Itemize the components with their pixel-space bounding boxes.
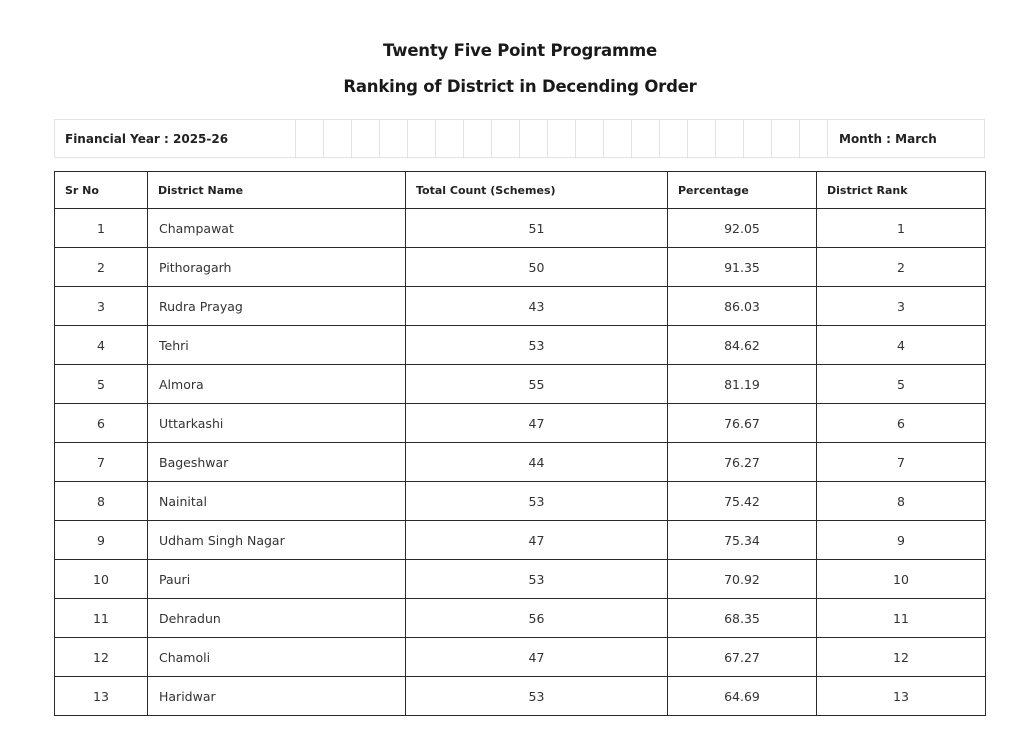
- info-empty-cell: [492, 120, 520, 158]
- table-row: [55, 521, 986, 560]
- column-header-total-count: Total Count (Schemes): [406, 172, 668, 209]
- info-empty-cell: [688, 120, 716, 158]
- cell-percentage: 84.62: [668, 326, 817, 365]
- cell-sr-no: 7: [55, 443, 148, 482]
- column-header-percentage: Percentage: [668, 172, 817, 209]
- info-empty-cell: [380, 120, 408, 158]
- cell-district-rank: 13: [817, 677, 986, 716]
- cell-district-name: Bageshwar: [148, 443, 406, 482]
- info-empty-cell: [296, 120, 324, 158]
- cell-district-rank: 12: [817, 638, 986, 677]
- info-empty-cell: [660, 120, 688, 158]
- info-empty-cell: [604, 120, 632, 158]
- table-header-row: [55, 172, 986, 209]
- table-row: [55, 248, 986, 287]
- table-row: [55, 638, 986, 677]
- cell-total-count: 43: [406, 287, 668, 326]
- cell-percentage: 70.92: [668, 560, 817, 599]
- info-empty-cell: [716, 120, 744, 158]
- cell-sr-no: 2: [55, 248, 148, 287]
- info-empty-cell: [408, 120, 436, 158]
- cell-percentage: 76.27: [668, 443, 817, 482]
- cell-percentage: 75.34: [668, 521, 817, 560]
- cell-percentage: 91.35: [668, 248, 817, 287]
- district-ranking-table: [54, 171, 986, 716]
- info-empty-cell: [576, 120, 604, 158]
- cell-percentage: 76.67: [668, 404, 817, 443]
- column-header-sr-no: Sr No: [55, 172, 148, 209]
- table-row: [55, 560, 986, 599]
- cell-district-name: Pithoragarh: [148, 248, 406, 287]
- table-row: [55, 599, 986, 638]
- cell-total-count: 53: [406, 677, 668, 716]
- info-empty-cell: [548, 120, 576, 158]
- info-empty-cell: [324, 120, 352, 158]
- cell-percentage: 75.42: [668, 482, 817, 521]
- info-row: [55, 120, 985, 158]
- cell-percentage: 64.69: [668, 677, 817, 716]
- cell-total-count: 50: [406, 248, 668, 287]
- cell-district-name: Dehradun: [148, 599, 406, 638]
- cell-total-count: 47: [406, 521, 668, 560]
- cell-percentage: 67.27: [668, 638, 817, 677]
- info-empty-cell: [436, 120, 464, 158]
- cell-total-count: 47: [406, 404, 668, 443]
- cell-total-count: 53: [406, 482, 668, 521]
- cell-district-rank: 11: [817, 599, 986, 638]
- info-empty-cell: [744, 120, 772, 158]
- page-subtitle: Ranking of District in Decending Order: [343, 77, 697, 96]
- table-row: [55, 677, 986, 716]
- info-empty-cell: [632, 120, 660, 158]
- cell-district-rank: 10: [817, 560, 986, 599]
- cell-total-count: 47: [406, 638, 668, 677]
- table-row: [55, 287, 986, 326]
- cell-district-rank: 2: [817, 248, 986, 287]
- cell-district-rank: 3: [817, 287, 986, 326]
- cell-sr-no: 9: [55, 521, 148, 560]
- cell-district-name: Tehri: [148, 326, 406, 365]
- info-empty-cell: [352, 120, 380, 158]
- cell-total-count: 51: [406, 209, 668, 248]
- column-header-district-rank: District Rank: [817, 172, 986, 209]
- cell-sr-no: 4: [55, 326, 148, 365]
- info-empty-cell: [520, 120, 548, 158]
- cell-district-name: Pauri: [148, 560, 406, 599]
- cell-district-name: Champawat: [148, 209, 406, 248]
- financial-year-label: Financial Year : 2025-26: [55, 120, 296, 158]
- cell-district-name: Almora: [148, 365, 406, 404]
- cell-sr-no: 8: [55, 482, 148, 521]
- table-row: [55, 482, 986, 521]
- cell-percentage: 81.19: [668, 365, 817, 404]
- cell-total-count: 53: [406, 326, 668, 365]
- table-row: [55, 209, 986, 248]
- cell-sr-no: 1: [55, 209, 148, 248]
- month-label: Month : March: [828, 120, 985, 158]
- cell-district-name: Chamoli: [148, 638, 406, 677]
- cell-sr-no: 12: [55, 638, 148, 677]
- table-row: [55, 326, 986, 365]
- table-row: [55, 443, 986, 482]
- cell-district-rank: 7: [817, 443, 986, 482]
- cell-district-rank: 5: [817, 365, 986, 404]
- cell-sr-no: 11: [55, 599, 148, 638]
- cell-sr-no: 6: [55, 404, 148, 443]
- cell-district-rank: 4: [817, 326, 986, 365]
- info-bar: [54, 119, 985, 158]
- column-header-district-name: District Name: [148, 172, 406, 209]
- table-row: [55, 365, 986, 404]
- cell-district-name: Haridwar: [148, 677, 406, 716]
- cell-sr-no: 13: [55, 677, 148, 716]
- cell-sr-no: 5: [55, 365, 148, 404]
- table-row: [55, 404, 986, 443]
- page-title: Twenty Five Point Programme: [383, 41, 657, 60]
- cell-district-rank: 6: [817, 404, 986, 443]
- cell-district-name: Rudra Prayag: [148, 287, 406, 326]
- cell-percentage: 86.03: [668, 287, 817, 326]
- cell-total-count: 53: [406, 560, 668, 599]
- table-body: [55, 209, 986, 716]
- cell-total-count: 55: [406, 365, 668, 404]
- info-empty-cell: [800, 120, 828, 158]
- info-empty-cell: [772, 120, 800, 158]
- cell-percentage: 92.05: [668, 209, 817, 248]
- cell-district-rank: 8: [817, 482, 986, 521]
- cell-district-rank: 9: [817, 521, 986, 560]
- cell-sr-no: 3: [55, 287, 148, 326]
- cell-district-name: Nainital: [148, 482, 406, 521]
- cell-total-count: 56: [406, 599, 668, 638]
- cell-district-rank: 1: [817, 209, 986, 248]
- cell-sr-no: 10: [55, 560, 148, 599]
- cell-district-name: Udham Singh Nagar: [148, 521, 406, 560]
- cell-total-count: 44: [406, 443, 668, 482]
- cell-district-name: Uttarkashi: [148, 404, 406, 443]
- info-empty-cell: [464, 120, 492, 158]
- cell-percentage: 68.35: [668, 599, 817, 638]
